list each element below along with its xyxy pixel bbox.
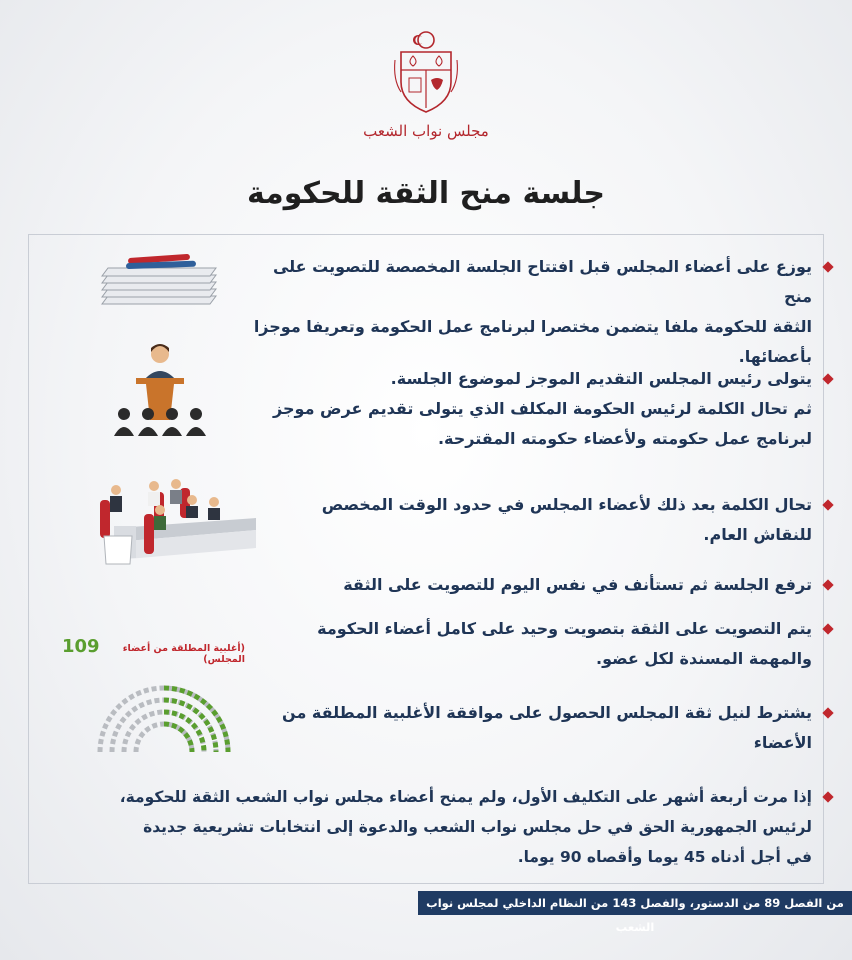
item-line: يوزع على أعضاء المجلس قبل افتتاح الجلسة المخصصة للتصويت على منح <box>272 257 812 306</box>
tunisia-parliament-emblem-icon <box>391 30 461 120</box>
documents-stack-icon <box>98 250 218 310</box>
bullet-icon <box>822 791 833 802</box>
list-item <box>242 364 812 454</box>
item-line: ثم تحال الكلمة لرئيس الحكومة المكلف الذي يتولى تقديم عرض موجز <box>273 399 812 418</box>
source-footer: من الفصل 89 من الدستور، والفصل 143 من النظام الداخلي لمجلس نواب الشعب <box>418 891 852 915</box>
bullet-icon <box>822 261 833 272</box>
org-name: مجلس نواب الشعب <box>363 122 489 140</box>
list-item <box>242 252 812 372</box>
item-line: يشترط لنيل ثقة المجلس الحصول على موافقة الأغلبية المطلقة من الأعضاء <box>282 703 812 752</box>
list-item <box>242 614 812 674</box>
item-line: والمهمة المسندة لكل عضو. <box>596 649 812 668</box>
item-line: يتم التصويت على الثقة بتصويت وحيد على كامل أعضاء الحكومة <box>317 619 812 638</box>
bullet-icon <box>822 623 833 634</box>
bullet-icon <box>822 499 833 510</box>
bullet-icon <box>822 707 833 718</box>
majority-label: (أغلبية المطلقة من أعضاء المجلس) <box>122 643 245 665</box>
list-item <box>242 698 812 758</box>
parliament-session-icon <box>96 478 264 568</box>
item-line: ترفع الجلسة ثم تستأنف في نفس اليوم للتصويت على الثقة <box>343 575 812 594</box>
item-line: لبرنامج عمل حكومته ولأعضاء حكومته المقترحة. <box>437 429 812 448</box>
item-line: تحال الكلمة بعد ذلك لأعضاء المجلس في حدود الوقت المخصص <box>321 495 812 514</box>
list-item <box>242 490 812 550</box>
item-line: للنقاش العام. <box>703 525 812 544</box>
page-title: جلسة منح الثقة للحكومة <box>246 176 606 211</box>
speaker-podium-icon <box>110 340 210 440</box>
item-line: الثقة للحكومة ملفا يتضمن مختصرا لبرنامج عمل الحكومة وتعريفا موجزا <box>253 317 812 336</box>
item-line: إذا مرت أربعة أشهر على التكليف الأول، ولم يمنح أعضاء مجلس نواب الشعب الثقة للحكومة، <box>119 788 812 806</box>
item-line: في أجل أدناه 45 يوما وأقصاه 90 يوما. <box>517 848 812 866</box>
item-line: لرئيس الجمهورية الحق في حل مجلس نواب الشعب والدعوة إلى انتخابات تشريعية جديدة <box>143 818 812 836</box>
item-line: بأعضائها. <box>738 347 812 366</box>
majority-number: 109 <box>62 636 100 657</box>
bullet-icon <box>822 373 833 384</box>
list-item <box>242 570 812 600</box>
list-item <box>92 782 812 872</box>
item-line: يتولى رئيس المجلس التقديم الموجز لموضوع الجلسة. <box>390 369 812 388</box>
hemicycle-seats-icon <box>92 662 236 758</box>
header <box>0 30 852 140</box>
bullet-icon <box>822 579 833 590</box>
